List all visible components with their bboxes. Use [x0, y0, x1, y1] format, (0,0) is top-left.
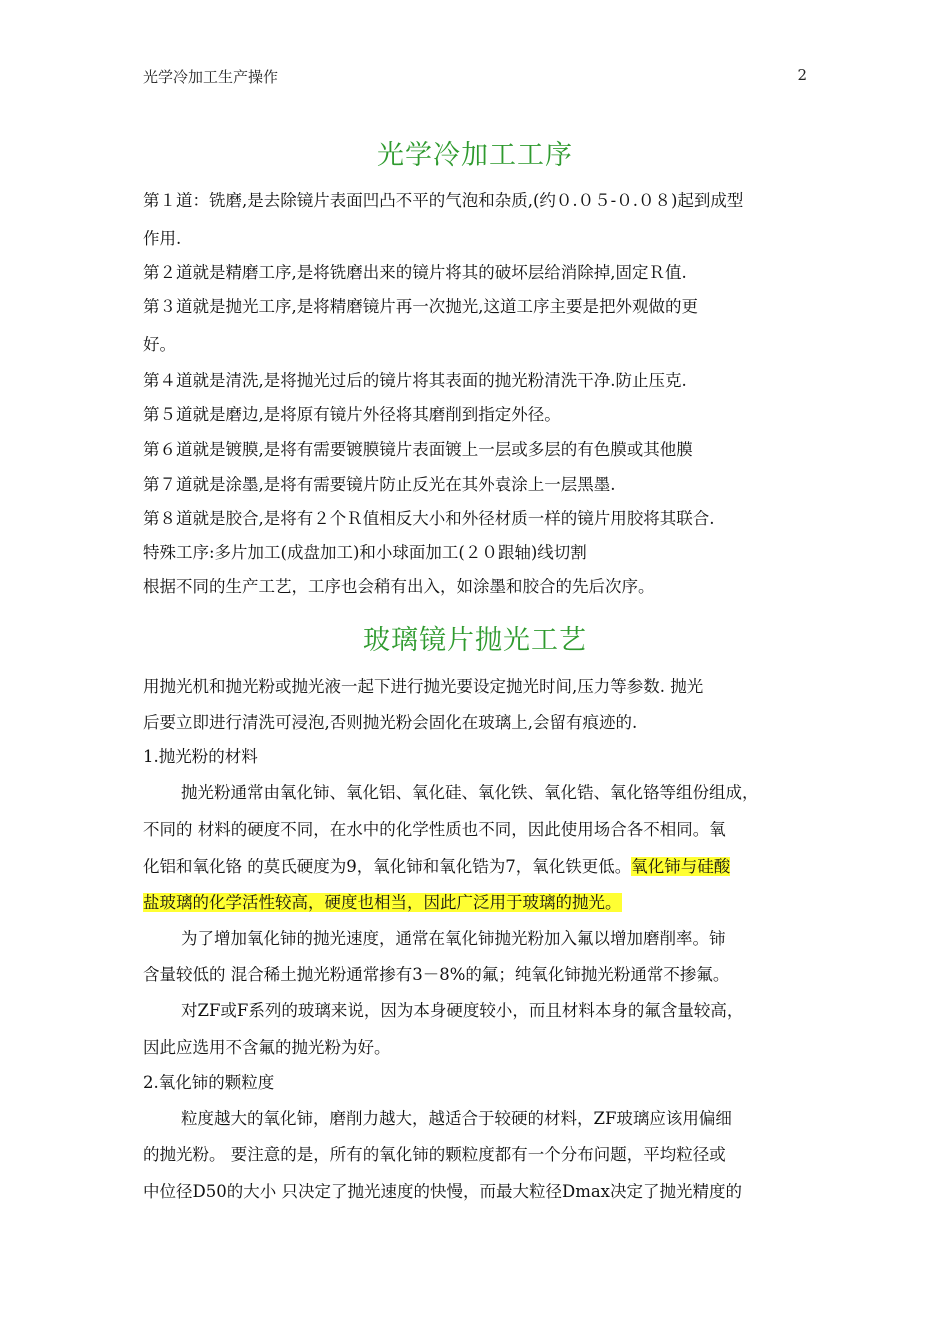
- paragraph-line: 对ZF或F系列的玻璃来说，因为本身硬度较小，而且材料本身的氟含量较高，: [181, 1001, 744, 1020]
- paragraph-line: 用抛光机和抛光粉或抛光液一起下进行抛光要设定抛光时间,压力等参数. 抛光: [143, 677, 704, 696]
- section-heading-glass-polishing: 玻璃镜片抛光工艺: [363, 625, 587, 656]
- subsection-title: 2.氧化铈的颗粒度: [143, 1073, 275, 1092]
- process-line: 第５道就是磨边,是将原有镜片外径将其磨削到指定外径。: [143, 405, 561, 424]
- process-line: 作用.: [143, 229, 182, 248]
- process-line: 第８道就是胶合,是将有２个Ｒ值相反大小和外径材质一样的镜片用胶将其联合.: [143, 509, 715, 528]
- process-line: 第３道就是抛光工序,是将精磨镜片再一次抛光,这道工序主要是把外观做的更: [143, 297, 698, 316]
- highlighted-text: 氧化铈与硅酸: [631, 857, 731, 876]
- process-line: 第１道：铣磨,是去除镜片表面凹凸不平的气泡和杂质,(约０.０５-０.０８)起到成型: [143, 191, 744, 210]
- paragraph-line: 的抛光粉。 要注意的是，所有的氧化铈的颗粒度都有一个分布问题，平均粒径或: [143, 1145, 726, 1164]
- paragraph-line: 中位径D50的大小 只决定了抛光速度的快慢，而最大粒径Dmax决定了抛光精度的: [143, 1182, 742, 1201]
- paragraph-line: 粒度越大的氧化铈，磨削力越大，越适合于较硬的材料，ZF玻璃应该用偏细: [181, 1109, 732, 1128]
- page-number: 2: [797, 66, 807, 84]
- section-heading-cold-processing: 光学冷加工工序: [377, 140, 573, 171]
- process-line: 第２道就是精磨工序,是将铣磨出来的镜片将其的破坏层给消除掉,固定Ｒ值.: [143, 263, 687, 282]
- page-header: [143, 66, 807, 88]
- process-line: 第６道就是镀膜,是将有需要镀膜镜片表面镀上一层或多层的有色膜或其他膜: [143, 440, 693, 459]
- process-line: 根据不同的生产工艺，工序也会稍有出入，如涂墨和胶合的先后次序。: [143, 577, 655, 596]
- process-line: 第７道就是涂墨,是将有需要镜片防止反光在其外袁涂上一层黑墨.: [143, 475, 616, 494]
- paragraph-text: 化铝和氧化铬 的莫氏硬度为9，氧化铈和氧化锆为7，氧化铁更低。: [143, 857, 632, 876]
- subsection-title: 1.抛光粉的材料: [143, 747, 258, 766]
- paragraph-line: [143, 892, 807, 914]
- paragraph-line: [143, 856, 807, 878]
- process-line: 第４道就是清洗,是将抛光过后的镜片将其表面的抛光粉清洗干净.防止压克.: [143, 371, 687, 390]
- paragraph-line: 因此应选用不含氟的抛光粉为好。: [143, 1038, 391, 1057]
- paragraph-line: 不同的 材料的硬度不同，在水中的化学性质也不同，因此使用场合各不相同。氧: [143, 820, 726, 839]
- paragraph-line: 含量较低的 混合稀土抛光粉通常掺有3－8%的氟；纯氧化铈抛光粉通常不掺氟。: [143, 965, 730, 984]
- process-line: 好。: [143, 335, 176, 354]
- process-line: 特殊工序:多片加工(成盘加工)和小球面加工(２０跟轴)线切割: [143, 543, 587, 562]
- header-title: 光学冷加工生产操作: [143, 68, 279, 86]
- highlighted-text: 盐玻璃的化学活性较高，硬度也相当，因此广泛用于玻璃的抛光。: [143, 893, 622, 912]
- paragraph-line: 抛光粉通常由氧化铈、氧化铝、氧化硅、氧化铁、氧化锆、氧化铬等组份组成，: [181, 783, 759, 802]
- paragraph-line: 为了增加氧化铈的抛光速度，通常在氧化铈抛光粉加入氟以增加磨削率。铈: [181, 929, 726, 948]
- paragraph-line: 后要立即进行清洗可浸泡,否则抛光粉会固化在玻璃上,会留有痕迹的.: [143, 713, 638, 732]
